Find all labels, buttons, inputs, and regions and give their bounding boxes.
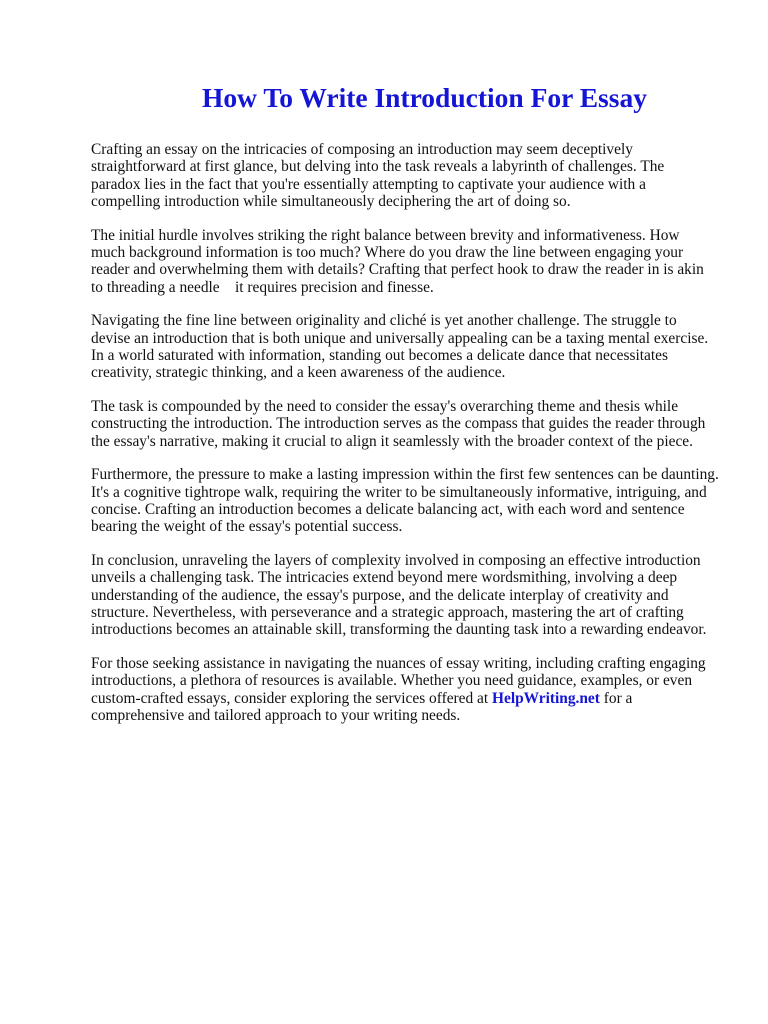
paragraph-line: introductions becomes an attainable skill, transforming the daunting task into a rewarding endeavor. (91, 621, 707, 639)
paragraph-line: constructing the introduction. The introduction serves as the compass that guides the reader through (91, 415, 706, 433)
paragraph-line: reader and overwhelming them with details? Crafting that perfect hook to draw the reader in is akin (91, 261, 704, 279)
paragraph-line: In conclusion, unraveling the layers of complexity involved in composing an effective introduction (91, 552, 701, 570)
paragraph-6 (91, 552, 716, 638)
paragraph-line: The initial hurdle involves striking the right balance between brevity and informativeness. How (91, 226, 680, 244)
paragraph-line: introductions, a plethora of resources is available. Whether you need guidance, examples, or even (91, 672, 693, 690)
paragraph-line: In a world saturated with information, standing out becomes a delicate dance that necessitates (91, 346, 668, 364)
paragraph-line: unveils a challenging task. The intricacies extend beyond mere wordsmithing, involving a deep (91, 569, 678, 587)
closing-paragraph (91, 655, 716, 724)
paragraph-line: bearing the weight of the essay's potential success. (91, 518, 403, 536)
closing-text-after-link: for a (599, 689, 633, 707)
paragraph-line: straightforward at first glance, but delving into the task reveals a labyrinth of challenges. The (91, 158, 665, 176)
paragraph-line: concise. Crafting an introduction becomes a delicate balancing act, with each word and sentence (91, 501, 685, 519)
paragraph-line: comprehensive and tailored approach to your writing needs. (91, 707, 461, 725)
paragraph-line: For those seeking assistance in navigating the nuances of essay writing, including crafting engaging (91, 655, 706, 673)
paragraph-2 (91, 227, 716, 296)
paragraph-1 (91, 141, 716, 210)
paragraph-line: understanding of the audience, the essay's purpose, and the delicate interplay of creativity and (91, 586, 669, 604)
paragraph-4 (91, 398, 716, 450)
paragraph-line: paradox lies in the fact that you're essentially attempting to captivate your audience with a (91, 175, 646, 193)
paragraph-5 (91, 466, 719, 536)
page-title: How To Write Introduction For Essay (202, 82, 647, 113)
paragraph-line: structure. Nevertheless, with perseverance and a strategic approach, mastering the art of crafting (91, 604, 684, 622)
document-body (91, 141, 719, 725)
paragraph-3 (91, 312, 716, 381)
paragraph-line: creativity, strategic thinking, and a keen awareness of the audience. (91, 364, 506, 382)
paragraph-line: to threading a needle it requires precision and finesse. (91, 278, 434, 296)
paragraph-line: It's a cognitive tightrope walk, requiring the writer to be simultaneously informative, intriguing, and (91, 483, 707, 501)
paragraph-line: The task is compounded by the need to consider the essay's overarching theme and thesis while (91, 398, 679, 416)
paragraph-line: Navigating the fine line between originality and cliché is yet another challenge. The struggle to (91, 312, 677, 330)
closing-text-before-link: custom-crafted essays, consider exploring the services offered at (91, 689, 493, 707)
helpwriting-link[interactable]: HelpWriting.net (492, 689, 600, 707)
paragraph-line: the essay's narrative, making it crucial to align it seamlessly with the broader context of the piece. (91, 432, 693, 450)
paragraph-line: devise an introduction that is both unique and universally appealing can be a taxing mental exercise. (91, 329, 709, 347)
paragraph-line: compelling introduction while simultaneously deciphering the art of doing so. (91, 192, 571, 210)
paragraph-line: Furthermore, the pressure to make a lasting impression within the first few sentences can be daunting. (91, 466, 719, 484)
paragraph-line: Crafting an essay on the intricacies of composing an introduction may seem deceptively (91, 141, 633, 158)
paragraph-line: much background information is too much? Where do you draw the line between engaging your (91, 243, 684, 261)
paragraph-line-with-link (91, 690, 716, 707)
